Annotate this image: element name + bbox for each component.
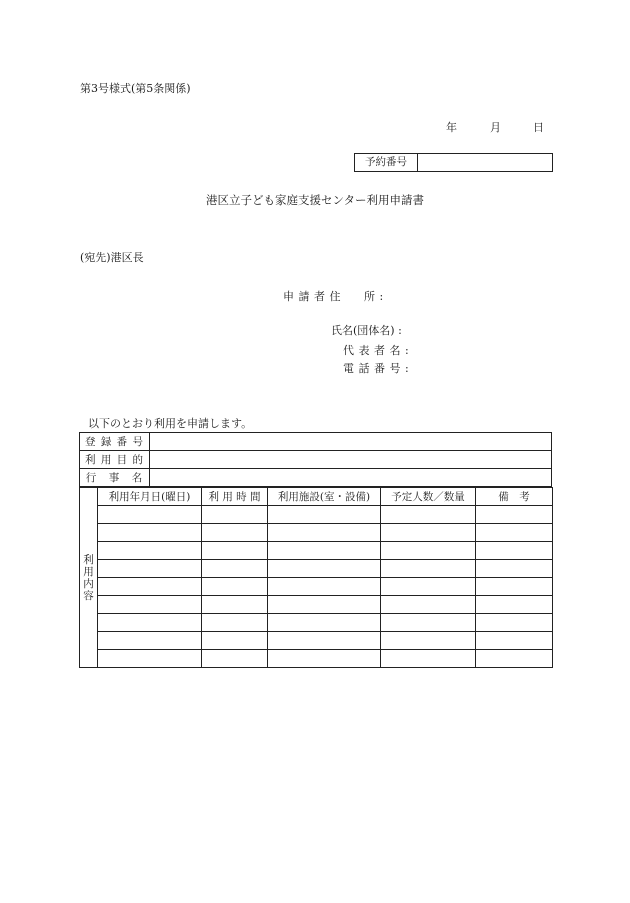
cell[interactable] bbox=[381, 578, 476, 596]
cell[interactable] bbox=[268, 614, 381, 632]
registration-number-field[interactable] bbox=[150, 433, 552, 451]
cell[interactable] bbox=[202, 506, 268, 524]
cell[interactable] bbox=[98, 524, 202, 542]
cell[interactable] bbox=[98, 596, 202, 614]
cell[interactable] bbox=[381, 506, 476, 524]
table-header-row bbox=[80, 488, 553, 506]
date-month: 月 bbox=[490, 121, 501, 134]
cell[interactable] bbox=[268, 650, 381, 668]
cell[interactable] bbox=[98, 542, 202, 560]
cell[interactable] bbox=[381, 650, 476, 668]
table-row bbox=[80, 451, 552, 469]
date-line bbox=[446, 119, 544, 135]
column-header-remarks: 備 考 bbox=[476, 488, 553, 506]
reservation-number-field[interactable] bbox=[418, 154, 552, 171]
cell[interactable] bbox=[476, 542, 553, 560]
cell[interactable] bbox=[381, 596, 476, 614]
cell[interactable] bbox=[268, 560, 381, 578]
applicant-name-label: 氏名(団体名) : bbox=[331, 324, 402, 337]
side-char: 利 bbox=[83, 553, 94, 566]
table-row bbox=[80, 632, 553, 650]
reservation-number-box bbox=[354, 153, 553, 172]
cell[interactable] bbox=[268, 596, 381, 614]
table-row bbox=[80, 596, 553, 614]
cell[interactable] bbox=[476, 614, 553, 632]
cell[interactable] bbox=[202, 650, 268, 668]
cell[interactable] bbox=[202, 542, 268, 560]
column-header-people: 予定人数／数量 bbox=[381, 488, 476, 506]
usage-details-table bbox=[79, 487, 553, 668]
document-title: 港区立子ども家庭支援センター利用申請書 bbox=[205, 193, 425, 207]
table-row bbox=[80, 469, 552, 487]
registration-info-table bbox=[79, 432, 552, 487]
date-day: 日 bbox=[533, 121, 544, 134]
table-row bbox=[80, 614, 553, 632]
applicant-address-label: 申 請 者 住 所 : bbox=[283, 290, 384, 303]
date-year: 年 bbox=[446, 121, 457, 134]
cell[interactable] bbox=[381, 560, 476, 578]
cell[interactable] bbox=[98, 560, 202, 578]
applicant-phone-label: 電 話 番 号 : bbox=[343, 362, 410, 375]
side-char: 内 bbox=[83, 577, 94, 590]
cell[interactable] bbox=[381, 542, 476, 560]
table-row bbox=[80, 542, 553, 560]
cell[interactable] bbox=[476, 596, 553, 614]
cell[interactable] bbox=[476, 578, 553, 596]
side-char: 用 bbox=[83, 565, 94, 578]
cell[interactable] bbox=[202, 614, 268, 632]
cell[interactable] bbox=[202, 596, 268, 614]
cell[interactable] bbox=[381, 632, 476, 650]
registration-number-label: 登 録 番 号 bbox=[80, 433, 150, 451]
addressee: (宛先)港区長 bbox=[80, 251, 144, 264]
usage-details-side-label bbox=[80, 488, 98, 668]
cell[interactable] bbox=[98, 506, 202, 524]
table-row bbox=[80, 506, 553, 524]
cell[interactable] bbox=[476, 506, 553, 524]
table-row bbox=[80, 524, 553, 542]
reservation-number-label: 予約番号 bbox=[355, 154, 418, 171]
table-row bbox=[80, 433, 552, 451]
cell[interactable] bbox=[98, 650, 202, 668]
cell[interactable] bbox=[381, 614, 476, 632]
form-number: 第3号様式(第5条関係) bbox=[80, 82, 191, 95]
table-row bbox=[80, 650, 553, 668]
cell[interactable] bbox=[476, 560, 553, 578]
event-name-label: 行 事 名 bbox=[80, 469, 150, 487]
cell[interactable] bbox=[98, 578, 202, 596]
cell[interactable] bbox=[268, 506, 381, 524]
cell[interactable] bbox=[476, 524, 553, 542]
intro-text: 以下のとおり利用を申請します。 bbox=[88, 417, 253, 430]
table-row bbox=[80, 578, 553, 596]
column-header-facility: 利用施設(室・設備) bbox=[268, 488, 381, 506]
column-header-time: 利 用 時 間 bbox=[202, 488, 268, 506]
cell[interactable] bbox=[202, 560, 268, 578]
cell[interactable] bbox=[98, 614, 202, 632]
cell[interactable] bbox=[98, 632, 202, 650]
cell[interactable] bbox=[268, 542, 381, 560]
cell[interactable] bbox=[202, 632, 268, 650]
applicant-representative-label: 代 表 者 名 : bbox=[343, 344, 410, 357]
cell[interactable] bbox=[202, 524, 268, 542]
cell[interactable] bbox=[476, 632, 553, 650]
column-header-date: 利用年月日(曜日) bbox=[98, 488, 202, 506]
cell[interactable] bbox=[381, 524, 476, 542]
side-char: 容 bbox=[83, 589, 94, 602]
purpose-label: 利 用 目 的 bbox=[80, 451, 150, 469]
cell[interactable] bbox=[476, 650, 553, 668]
cell[interactable] bbox=[268, 578, 381, 596]
event-name-field[interactable] bbox=[150, 469, 552, 487]
cell[interactable] bbox=[202, 578, 268, 596]
cell[interactable] bbox=[268, 632, 381, 650]
cell[interactable] bbox=[268, 524, 381, 542]
table-row bbox=[80, 560, 553, 578]
purpose-field[interactable] bbox=[150, 451, 552, 469]
